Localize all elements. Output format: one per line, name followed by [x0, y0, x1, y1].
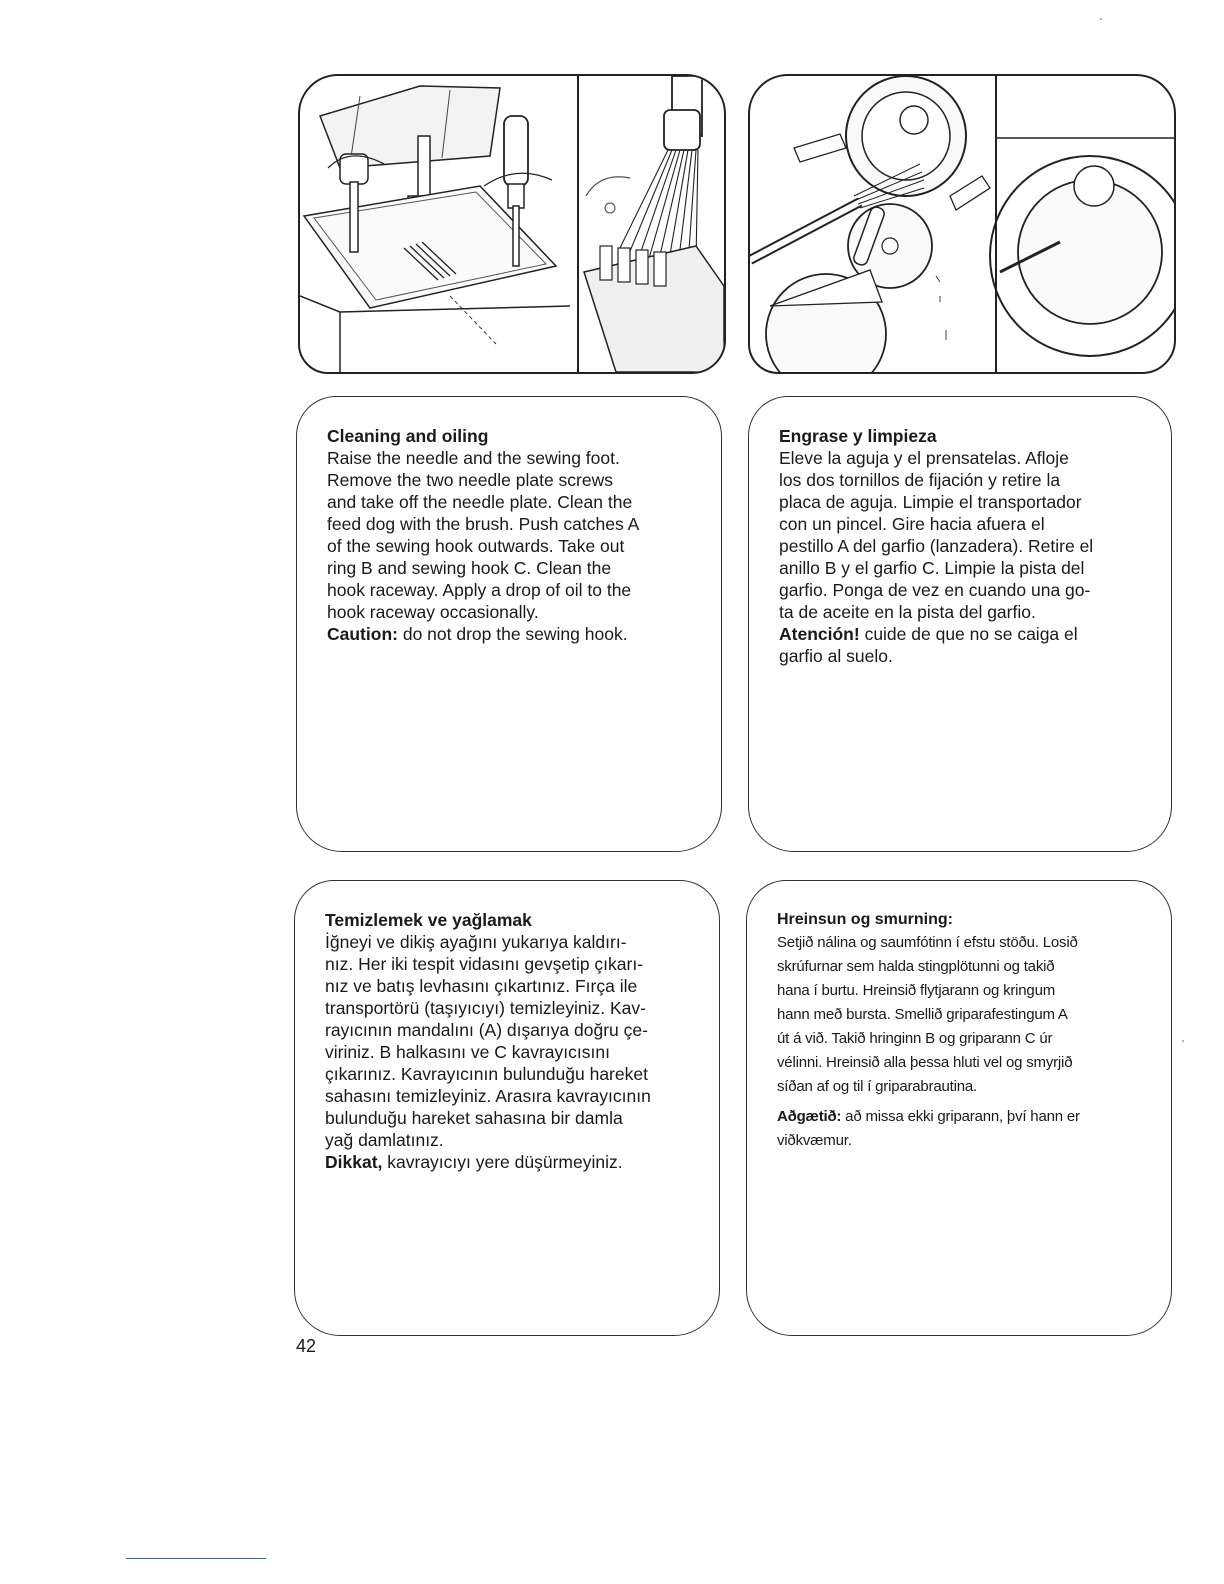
line: Eleve la aguja y el prensatelas. Afloje [779, 448, 1069, 468]
caution-text: að missa ekki griparann, því hann er [841, 1108, 1080, 1125]
line: yağ damlatınız. [325, 1130, 444, 1150]
body-turkish [325, 931, 693, 1151]
line: Raise the needle and the sewing foot. [327, 448, 620, 468]
line: Setjið nálina og saumfótinn í efstu stöðu. Losið [777, 934, 1078, 951]
line: nız. Her iki tespit vidasını gevşetip çıkarı- [325, 954, 644, 974]
line: skrúfurnar sem halda stingplötunni og takið [777, 958, 1055, 975]
panel-icelandic [746, 880, 1172, 1336]
body-spanish [779, 447, 1145, 623]
line: Remove the two needle plate screws [327, 470, 613, 490]
line: ta de aceite en la pista del garfio. [779, 602, 1036, 622]
caution-text: cuide de que no se caiga el [859, 624, 1078, 644]
heading-icelandic: Hreinsun og smurning: [777, 911, 953, 928]
line: hook raceway. Apply a drop of oil to the [327, 580, 632, 600]
panel-turkish [294, 880, 720, 1336]
caution-label: Caution: [327, 624, 398, 644]
line: of the sewing hook outwards. Take out [327, 536, 625, 556]
caution-text: do not drop the sewing hook. [397, 624, 628, 644]
body-english [327, 447, 695, 623]
line: con un pincel. Gire hacia afuera el [779, 514, 1045, 534]
line: feed dog with the brush. Push catches A [327, 514, 640, 534]
sewing-hook-drawing [750, 76, 1174, 372]
panel-english [296, 396, 722, 852]
line: viriniz. B halkasını ve C kavrayıcısını [325, 1042, 610, 1062]
line: síðan af og til í griparabrautina. [777, 1078, 977, 1095]
line: út á við. Takið hringinn B og griparann C úr [777, 1030, 1053, 1047]
line: rayıcının mandalını (A) dışarıya doğru çe- [325, 1020, 648, 1040]
scan-speck [1100, 18, 1102, 20]
heading-turkish: Temizlemek ve yağlamak [325, 910, 532, 930]
body-icelandic [777, 931, 1145, 1099]
line: placa de aguja. Limpie el transportador [779, 492, 1082, 512]
line: sahasını temizleyiniz. Arasıra kavrayıcının [325, 1086, 651, 1106]
caution-turkish [325, 1151, 693, 1173]
illustration-sewing-hook [748, 74, 1176, 374]
line: hana í burtu. Hreinsið flytjarann og kringum [777, 982, 1056, 999]
line: and take off the needle plate. Clean the [327, 492, 633, 512]
heading-spanish: Engrase y limpieza [779, 426, 937, 446]
caution-text-continued: garfio al suelo. [779, 646, 893, 666]
line: çıkarınız. Kavrayıcının bulunduğu hareket [325, 1064, 648, 1084]
line: İğneyi ve dikiş ayağını yukarıya kaldırı- [325, 932, 627, 952]
line: garfio. Ponga de vez en cuando una go- [779, 580, 1091, 600]
caution-spanish [779, 623, 1145, 667]
line: hann með bursta. Smellið griparafestingum A [777, 1006, 1068, 1023]
line: nız ve batış levhasını çıkartınız. Fırça ile [325, 976, 638, 996]
panel-spanish [748, 396, 1172, 852]
line: transportörü (taşıyıcıyı) temizleyiniz. Kav- [325, 998, 646, 1018]
line: vélinni. Hreinsið alla þessa hluti vel og smyrjið [777, 1054, 1073, 1071]
caution-label: Atención! [779, 624, 860, 644]
footer-rule [126, 1558, 266, 1559]
caution-icelandic [777, 1105, 1145, 1153]
caution-label: Aðgætið: [777, 1108, 842, 1125]
caution-text: kavrayıcıyı yere düşürmeyiniz. [382, 1152, 623, 1172]
caution-text-continued: viðkvæmur. [777, 1132, 852, 1149]
line: ring B and sewing hook C. Clean the [327, 558, 612, 578]
line: bulunduğu hareket sahasına bir damla [325, 1108, 623, 1128]
page-number: 42 [296, 1336, 317, 1356]
line: hook raceway occasionally. [327, 602, 539, 622]
caution-label: Dikkat, [325, 1152, 383, 1172]
line: los dos tornillos de fijación y retire la [779, 470, 1061, 490]
needle-plate-drawing [300, 76, 724, 372]
caution-english [327, 623, 695, 645]
line: pestillo A del garfio (lanzadera). Retire el [779, 536, 1094, 556]
line: anillo B y el garfio C. Limpie la pista del [779, 558, 1085, 578]
heading-english: Cleaning and oiling [327, 426, 489, 446]
illustration-needle-plate [298, 74, 726, 374]
scan-speck [1182, 1040, 1184, 1042]
